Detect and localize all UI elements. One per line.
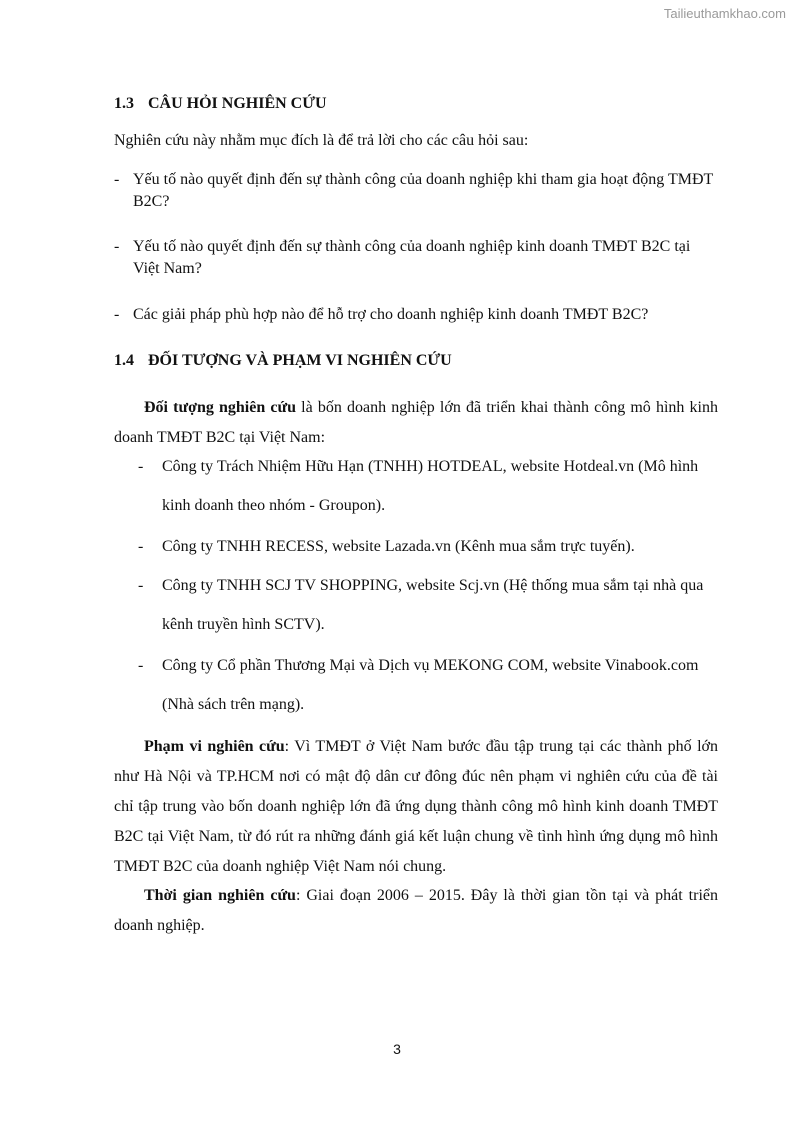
question-item (114, 169, 718, 213)
time-label: Thời gian nghiên cứu (144, 887, 296, 904)
section-title: CÂU HỎI NGHIÊN CỨU (148, 95, 327, 112)
company-item (138, 527, 718, 566)
scope-label: Phạm vi nghiên cứu (144, 738, 285, 755)
dash-bullet: - (138, 458, 144, 475)
section-number: 1.3 (114, 95, 134, 112)
company-item (138, 566, 718, 644)
scope-paragraph (114, 732, 718, 882)
time-text: : Giai đoạn 2006 – 2015. Đây là thời gian tồn tại và phát triển doanh nghiệp. (114, 887, 719, 934)
dash-bullet: - (114, 238, 120, 255)
company-item (138, 447, 718, 525)
question-text: Các giải pháp phù hợp nào để hỗ trợ cho doanh nghiệp kinh doanh TMĐT B2C? (133, 306, 649, 323)
question-text: Yếu tố nào quyết định đến sự thành công của doanh nghiệp kinh doanh TMĐT B2C tại Việt Nam? (133, 238, 691, 277)
section-1-3-heading (114, 95, 327, 113)
subjects-text: là bốn doanh nghiệp lớn đã triển khai thành công mô hình kinh doanh TMĐT B2C tại Việt Nam: (114, 399, 718, 446)
dash-bullet: - (138, 538, 144, 555)
subjects-paragraph (114, 393, 718, 453)
section-1-3-intro: Nghiên cứu này nhằm mục đích là để trả lời cho các câu hỏi sau: (114, 132, 529, 149)
dash-bullet: - (114, 171, 120, 188)
dash-bullet: - (138, 577, 144, 594)
dash-bullet: - (114, 306, 120, 323)
scope-text: : Vì TMĐT ở Việt Nam bước đầu tập trung tại các thành phố lớn như Hà Nội và TP.HCM nơi có mật độ dân cư đông đúc nên phạm vi nghiên cứu của đề tài chỉ tập trung vào bốn doanh nghiệp lớn đã ứng dụng thành công mô hình kinh doanh TMĐT B2C tại Việt Nam, từ đó rút ra những đánh giá kết luận chung về tình hình ứng dụng mô hình TMĐT B2C của doanh nghiệp Việt Nam nói chung. (114, 738, 718, 875)
company-item (138, 646, 718, 724)
company-text: Công ty TNHH SCJ TV SHOPPING, website Scj.vn (Hệ thống mua sắm tại nhà qua kênh truyền hình SCTV). (162, 577, 704, 633)
page-number: 3 (393, 1041, 401, 1057)
company-text: Công ty Cổ phần Thương Mại và Dịch vụ MEKONG COM, website Vinabook.com (Nhà sách trên mạng). (162, 657, 699, 713)
time-paragraph (114, 881, 718, 941)
watermark: Tailieuthamkhao.com (663, 6, 786, 21)
company-text: Công ty Trách Nhiệm Hữu Hạn (TNHH) HOTDEAL, website Hotdeal.vn (Mô hình kinh doanh theo nhóm - Groupon). (162, 458, 699, 514)
section-number: 1.4 (114, 352, 134, 369)
question-item (114, 304, 718, 326)
subjects-label: Đối tượng nghiên cứu (144, 399, 296, 416)
section-1-4-heading (114, 352, 452, 370)
question-item (114, 236, 718, 280)
section-title: ĐỐI TƯỢNG VÀ PHẠM VI NGHIÊN CỨU (148, 352, 452, 369)
dash-bullet: - (138, 657, 144, 674)
company-text: Công ty TNHH RECESS, website Lazada.vn (Kênh mua sắm trực tuyến). (162, 538, 635, 555)
question-text: Yếu tố nào quyết định đến sự thành công của doanh nghiệp khi tham gia hoạt động TMĐT B2C? (133, 171, 713, 210)
